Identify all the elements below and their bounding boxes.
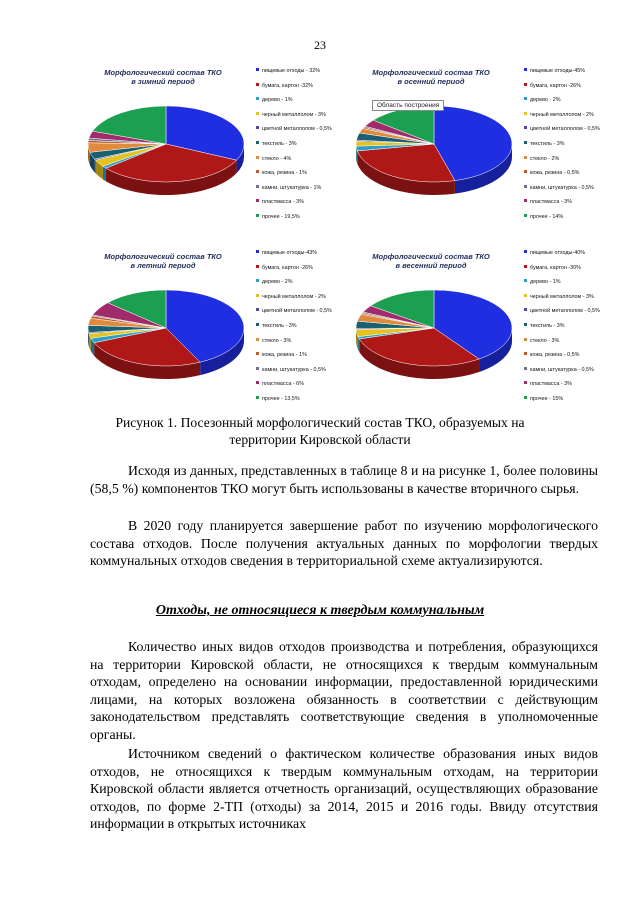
legend-item <box>256 112 326 118</box>
legend-item <box>256 279 293 285</box>
legend-item <box>524 396 563 402</box>
legend-label: черный металлолом - 2% <box>530 111 594 118</box>
legend-item <box>524 308 600 314</box>
legend-item <box>524 338 559 344</box>
legend-swatch <box>524 265 527 268</box>
legend-swatch <box>524 294 527 297</box>
legend-swatch <box>524 185 527 188</box>
legend-item <box>256 396 300 402</box>
caption-line2: территории Кировской области <box>229 432 411 447</box>
legend-label: дерево - 2% <box>530 97 561 104</box>
legend-item <box>256 265 313 271</box>
legend-swatch <box>524 141 527 144</box>
legend-label: черный металлолом - 2% <box>262 293 326 300</box>
legend-label: пластмасса - 6% <box>262 381 304 388</box>
chart-title-line1: Морфологический состав ТКО <box>104 68 222 77</box>
legend-swatch <box>524 396 527 399</box>
legend-label: текстиль - 3% <box>262 141 297 147</box>
legend-item <box>524 294 594 300</box>
legend-label: цветной металлолом - 0,5% <box>530 308 600 315</box>
legend-item <box>524 381 572 387</box>
legend-item <box>256 250 317 256</box>
legend-item <box>524 250 585 256</box>
legend-swatch <box>524 199 527 202</box>
legend-swatch <box>524 156 527 159</box>
legend-item <box>524 352 579 358</box>
legend-label: цветной металлолом - 0,5% <box>530 126 600 133</box>
legend-item <box>256 338 291 344</box>
legend-label: пищевые отходы-43% <box>262 250 318 256</box>
legend-label: кожа, резина - 0,5% <box>530 170 580 177</box>
legend-label: прочее - 19,5% <box>262 214 300 220</box>
chart-title-line2: в осенний период <box>397 77 465 86</box>
legend-item <box>256 381 304 387</box>
legend-item <box>524 214 563 220</box>
legend-item <box>256 170 307 176</box>
legend-label: текстиль - 3% <box>530 141 565 147</box>
legend-label: стекло - 3% <box>262 337 292 344</box>
legend-label: прочее - 15% <box>530 396 564 402</box>
paragraph-4: Источником сведений о фактическом количестве образования иных видов отходов, не относящихся к твердым коммунальным отходам, на территории Кировской области является отчетность организаций, осуществляющих образование отходов, по форме 2-ТП (отходы) за 2014, 2015 и 2016 годы. Ввиду отсутствия информации в открытых источниках <box>90 746 598 832</box>
legend-swatch <box>524 97 527 100</box>
legend-swatch <box>524 170 527 173</box>
legend-item <box>256 294 326 300</box>
legend-item <box>256 126 332 132</box>
legend-swatch <box>256 83 259 86</box>
legend-label: пищевые отходы-45% <box>530 68 586 74</box>
legend-label: дерево - 1% <box>530 279 561 286</box>
legend-label: пищевые отходы - 32% <box>262 68 320 74</box>
legend-item <box>524 68 585 74</box>
legend-item <box>256 83 313 89</box>
legend-swatch <box>524 338 527 341</box>
section-heading: Отходы, не относящиеся к твердым коммунальным <box>155 603 485 618</box>
chart-title-line2: в весенний период <box>395 261 467 270</box>
legend-swatch <box>256 214 259 217</box>
legend-label: текстиль - 3% <box>530 323 565 329</box>
legend-swatch <box>524 279 527 282</box>
legend-swatch <box>256 156 259 159</box>
legend-item <box>524 279 561 285</box>
legend-label: черный металлолом - 3% <box>262 111 326 118</box>
legend-swatch <box>524 352 527 355</box>
legend-item <box>256 352 307 358</box>
legend-label: стекло - 4% <box>262 155 292 162</box>
legend-label: пищевые отходы-40% <box>530 250 586 256</box>
chart-title-line1: Морфологический состав ТКО <box>372 68 490 77</box>
legend-label: кожа, резина - 0,5% <box>530 352 580 359</box>
legend-swatch <box>256 185 259 188</box>
legend-label: бумага, картон -26% <box>262 264 313 271</box>
legend-swatch <box>256 112 259 115</box>
pie-chart-svg <box>78 62 248 222</box>
pie-chart-svg <box>78 246 248 406</box>
legend-item <box>256 214 300 220</box>
legend-item <box>256 308 332 314</box>
legend-label: цветной металлолом - 0,5% <box>262 126 332 133</box>
pie-slice-side <box>94 159 95 173</box>
legend-swatch <box>256 352 259 355</box>
legend-swatch <box>256 126 259 129</box>
legend-item <box>524 265 581 271</box>
legend-swatch <box>524 323 527 326</box>
legend-swatch <box>256 97 259 100</box>
legend-swatch <box>256 323 259 326</box>
legend-swatch <box>256 250 259 253</box>
legend-swatch <box>256 199 259 202</box>
figure-caption <box>80 414 560 448</box>
legend-item <box>524 83 581 89</box>
legend-swatch <box>524 250 527 253</box>
legend-swatch <box>524 126 527 129</box>
legend-swatch <box>524 381 527 384</box>
legend-label: камни, штукатурка - 1% <box>262 184 322 191</box>
legend-item <box>524 156 559 162</box>
legend-label: бумага, картон -30% <box>530 264 581 271</box>
legend-label: текстиль - 3% <box>262 323 297 329</box>
legend-swatch <box>256 294 259 297</box>
paragraph-1: Исходя из данных, представленных в таблице 8 и на рисунке 1, более половины (58,5 %) компонентов ТКО могут быть использованы в качестве вторичного сырья. <box>90 463 598 496</box>
legend-label: пластмасса - 3% <box>262 199 304 206</box>
caption-line1: Рисунок 1. Посезонный морфологический состав ТКО, образуемых на <box>115 415 525 430</box>
legend-swatch <box>256 170 259 173</box>
pie-slice-side <box>103 166 106 181</box>
legend-swatch <box>256 279 259 282</box>
legend-label: цветной металлолом - 0,5% <box>262 308 332 315</box>
legend-item <box>256 156 291 162</box>
legend-swatch <box>524 214 527 217</box>
legend-item <box>524 97 561 103</box>
chart-title-line1: Морфологический состав ТКО <box>104 252 222 261</box>
legend-item <box>256 323 297 329</box>
legend-item <box>256 97 293 103</box>
legend-label: стекло - 2% <box>530 155 560 162</box>
legend-item <box>256 141 297 147</box>
legend-label: камни, штукатурка - 0,5% <box>262 366 326 373</box>
legend-swatch <box>524 68 527 71</box>
legend-label: пластмасса - 3% <box>530 199 572 206</box>
legend-swatch <box>256 265 259 268</box>
chart-title-line2: в зимний период <box>131 77 195 86</box>
legend-label: пластмасса - 3% <box>530 381 572 388</box>
chart-title-line2: в летний период <box>130 261 196 270</box>
legend-item <box>256 199 304 205</box>
legend-swatch <box>256 308 259 311</box>
pie-chart-svg <box>346 246 516 406</box>
legend-item <box>256 68 320 74</box>
legend-item <box>256 367 326 373</box>
legend-swatch <box>524 367 527 370</box>
legend-item <box>524 141 565 147</box>
legend-item <box>524 367 594 373</box>
legend-swatch <box>256 396 259 399</box>
legend-swatch <box>256 338 259 341</box>
chart-winter <box>78 62 348 222</box>
pie-chart-svg <box>346 62 516 222</box>
chart-spring <box>346 246 616 406</box>
legend-label: камни, штукатурка - 0,5% <box>530 366 594 373</box>
chart-summer <box>78 246 348 406</box>
legend-item <box>256 185 321 191</box>
page-number: 23 <box>314 38 326 52</box>
legend-label: дерево - 2% <box>262 279 293 286</box>
legend-item <box>524 199 572 205</box>
legend-label: камни, штукатурка - 0,5% <box>530 184 594 191</box>
legend-item <box>524 126 600 132</box>
legend-item <box>524 185 594 191</box>
legend-item <box>524 112 594 118</box>
legend-label: бумага, картон -26% <box>530 82 581 89</box>
legend-swatch <box>256 367 259 370</box>
legend-label: кожа, резина - 1% <box>262 170 307 177</box>
paragraph-2: В 2020 году планируется завершение работ по изучению морфологического состава отходов. После получения актуальных данных по морфологии твердых коммунальных отходов сведения в территориальной схеме актуализируются. <box>90 518 598 569</box>
chart-autumn <box>346 62 616 222</box>
plot-area-tooltip: Область построения <box>372 100 444 111</box>
legend-swatch <box>256 381 259 384</box>
legend-swatch <box>524 308 527 311</box>
legend-label: кожа, резина - 1% <box>262 352 307 359</box>
legend-label: черный металлолом - 3% <box>530 293 594 300</box>
legend-label: бумага, картон -32% <box>262 82 313 89</box>
legend-item <box>524 323 565 329</box>
legend-label: дерево - 1% <box>262 97 293 104</box>
legend-label: прочее - 14% <box>530 214 564 220</box>
legend-label: прочее - 13,5% <box>262 396 300 402</box>
chart-title-line1: Морфологический состав ТКО <box>372 252 490 261</box>
legend-item <box>524 170 579 176</box>
paragraph-3: Количество иных видов отходов производства и потребления, образующихся на территории Кировской области, не относящихся к твердым коммунальным отходам, определено на основании информации, предоставленной юридическими лицами, на которых возложена обязанность в соответствии с действующим законодательством представлять соответствующие сведения в уполномоченные органы. <box>90 639 598 742</box>
legend-swatch <box>524 83 527 86</box>
legend-swatch <box>256 141 259 144</box>
legend-swatch <box>524 112 527 115</box>
legend-label: стекло - 3% <box>530 337 560 344</box>
legend-swatch <box>256 68 259 71</box>
